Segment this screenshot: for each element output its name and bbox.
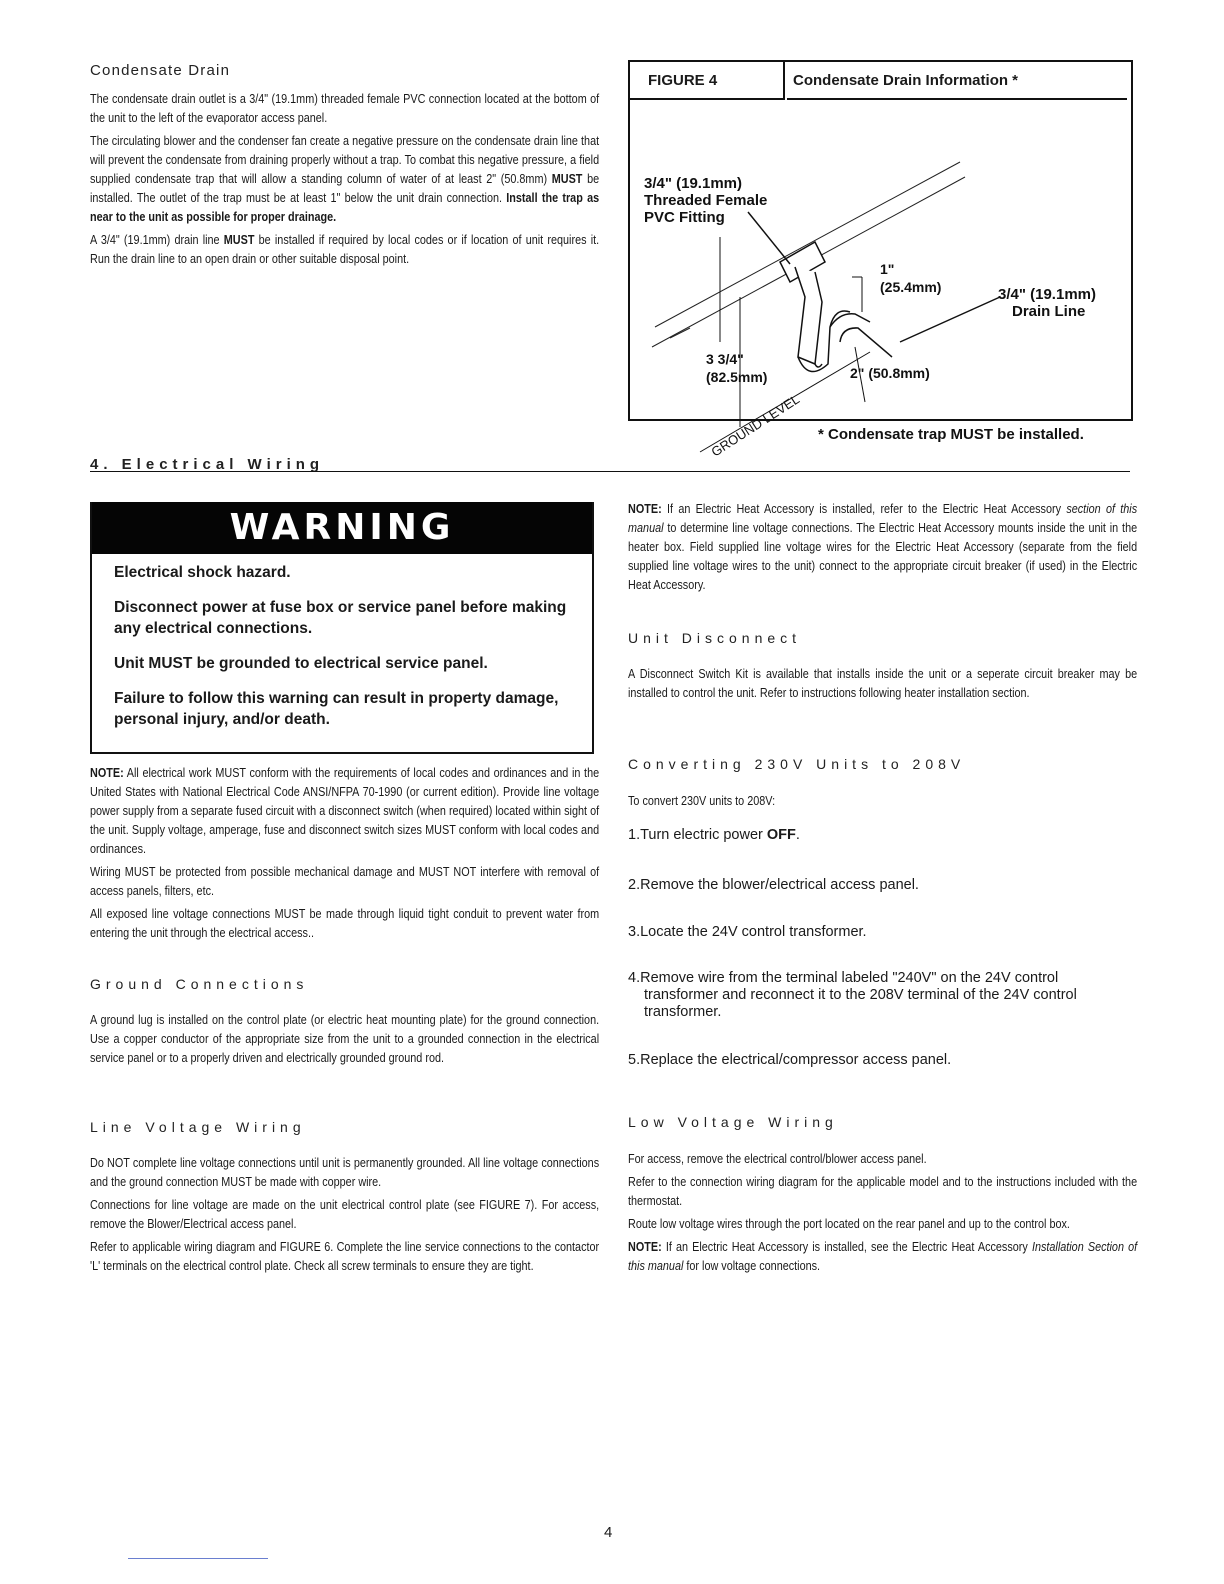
- step-5: 5.Replace the electrical/compressor access panel.: [628, 1052, 952, 1068]
- condensate-p3: [90, 231, 599, 269]
- low-voltage-p4: [628, 1238, 1137, 1276]
- warning-line-2: Disconnect power at fuse box or service panel before making any electrical connections.: [114, 599, 567, 637]
- right-note-label: NOTE:: [628, 502, 662, 516]
- section-rule: [90, 471, 1130, 472]
- condensate-p3-must: MUST: [223, 233, 255, 247]
- trap-note: * Condensate trap MUST be installed.: [818, 426, 1084, 443]
- right-note-text-a: If an Electric Heat Accessory is installed, refer to the Electric Heat Accessory: [667, 502, 1062, 516]
- condensate-p2: [90, 132, 599, 227]
- ground-connections-heading: Ground Connections: [90, 976, 309, 992]
- step-4: 4.Remove wire from the terminal labeled "240V" on the 24V control transformer and reconnect it to the 208V terminal of the 24V control transformer.: [628, 970, 1077, 1020]
- low-voltage-p3: Route low voltage wires through the port located on the rear panel and up to the control box.: [628, 1217, 1070, 1231]
- condensate-p2-text2: be installed. The outlet of the trap must be at least 1" below the unit drain connection.: [90, 172, 600, 205]
- ground-level-label: GROUND LEVEL: [708, 391, 803, 460]
- drain-line-label: Drain Line: [1012, 303, 1086, 320]
- condensate-drain-heading: Condensate Drain: [90, 62, 231, 79]
- low-voltage-p2: Refer to the connection wiring diagram for the applicable model and to the instructions included with the thermostat.: [628, 1175, 1138, 1208]
- low-voltage-heading: Low Voltage Wiring: [628, 1114, 838, 1130]
- warning-line-3: Unit MUST be grounded to electrical service panel.: [114, 655, 488, 672]
- converting-heading: Converting 230V Units to 208V: [628, 756, 966, 772]
- line-voltage-heading: Line Voltage Wiring: [90, 1119, 306, 1135]
- figure-4: [628, 60, 1133, 460]
- line-voltage-p3: Refer to applicable wiring diagram and FIGURE 6. Complete the line service connections to the contactor 'L' terminals on the electrical control plate. Check all screw terminals to ensure they are tight.: [90, 1240, 600, 1273]
- line-voltage-p1: Do NOT complete line voltage connections until unit is permanently grounded. All line voltage connections and the ground connection MUST be made with copper wire.: [90, 1156, 600, 1189]
- footer-rule: [128, 1558, 268, 1559]
- condensate-p3-text: A 3/4" (19.1mm) drain line: [90, 233, 220, 247]
- step-1-off: OFF: [766, 827, 796, 843]
- condensate-p2-must: MUST: [551, 172, 583, 186]
- condensate-p1: The condensate drain outlet is a 3/4" (19.1mm) threaded female PVC connection located at the bottom of the unit to the left of the evaporator access panel.: [90, 92, 600, 125]
- condensate-drain-text: [90, 90, 610, 273]
- note-label: NOTE:: [90, 766, 124, 780]
- ground-p1: A ground lug is installed on the control plate (or electric heat mounting plate) for the ground connection. Use a copper conductor of the appropriate size from the unit to a grounded connection in the electrical service panel or to a properly driven and electrically grounded ground rod.: [90, 1013, 600, 1065]
- low-voltage-p1: For access, remove the electrical control/blower access panel.: [628, 1152, 927, 1166]
- low-voltage-note-a: If an Electric Heat Accessory is installed, see the Electric Heat Accessory: [665, 1240, 1028, 1254]
- condensate-p2-bold: Install the trap as near to the unit as possible for proper drainage.: [90, 191, 600, 224]
- unit-disconnect-p1: A Disconnect Switch Kit is available that installs inside the unit or a seperate circuit breaker may be installed to control the unit. Refer to instructions following heater installation section.: [628, 667, 1138, 700]
- low-voltage-note-italic: Installation Section of this manual: [628, 1240, 1138, 1273]
- electrical-note-2: Wiring MUST be protected from possible mechanical damage and MUST NOT interfere with removal of access panels, filters, etc.: [90, 865, 600, 898]
- warning-box: [90, 502, 594, 754]
- warning-line-4: Failure to follow this warning can result in property damage, personal injury, and/or death.: [114, 690, 559, 728]
- drain-line-size: 3/4" (19.1mm): [998, 286, 1096, 303]
- electrical-notes: [90, 764, 610, 947]
- line-voltage-p2: Connections for line voltage are made on the unit electrical control plate (see FIGURE 7). For access, remove the Blower/Electrical access panel.: [90, 1198, 600, 1231]
- step-1-text: 1.Turn electric power: [628, 827, 763, 843]
- dim-33-label: 3 3/4": [706, 351, 744, 367]
- line-voltage-text: [90, 1154, 610, 1280]
- figure-title: Condensate Drain Information *: [787, 62, 1127, 100]
- dim-33-mm: (82.5mm): [706, 369, 768, 385]
- low-voltage-note-b: for low voltage connections.: [686, 1259, 821, 1273]
- right-note-italic: section of this manual: [628, 502, 1138, 535]
- step-3: 3.Locate the 24V control transformer.: [628, 924, 867, 940]
- condensate-p3-text2: be installed if required by local codes or if location of unit requires it. Run the drain line to an open drain or other suitable disposal point.: [90, 233, 600, 266]
- electric-heat-note: [628, 500, 1138, 599]
- dim-1in-label: 1": [880, 261, 895, 277]
- step-1: [628, 827, 800, 844]
- condensate-trap-diagram: [630, 102, 1127, 460]
- page-number: 4: [604, 1524, 613, 1541]
- dim-2in-label: 2" (50.8mm): [850, 365, 930, 381]
- warning-banner: WARNING: [92, 502, 592, 554]
- dim-1in-mm: (25.4mm): [880, 279, 942, 295]
- step-1-period: .: [795, 827, 800, 843]
- fitting-label-1: 3/4" (19.1mm): [644, 175, 742, 192]
- electrical-wiring-heading: 4. Electrical Wiring: [90, 456, 325, 473]
- unit-disconnect-heading: Unit Disconnect: [628, 630, 802, 646]
- ground-connections-text: [90, 1011, 610, 1072]
- warning-content: [92, 554, 592, 730]
- converting-intro: [628, 792, 1138, 815]
- unit-disconnect-text: [628, 665, 1138, 707]
- right-note-text-b: to determine line voltage connections. The Electric Heat Accessory mounts inside the unit in the heater box. Field supplied line voltage wires for the Electric Heat Accessory (separate from the field supplied line voltage wires to the unit) connect to the appropriate circuit breaker (if used) in the Electric Heat Accessory.: [628, 521, 1138, 592]
- note-1-text: All electrical work MUST conform with the requirements of local codes and ordinances and in the United States with National Electrical Code ANSI/NFPA 70-1990 (or current edition). Provide line voltage power supply from a separate fused circuit with a disconnect switch (when required) located within sight of the unit. Supply voltage, amperage, fuse and disconnect switch sizes MUST conform with local codes and ordinances.: [90, 766, 600, 856]
- electrical-note-3: All exposed line voltage connections MUST be made through liquid tight conduit to prevent water from entering the unit through the electrical access..: [90, 907, 600, 940]
- warning-line-1: Electrical shock hazard.: [114, 564, 291, 581]
- step-2: 2.Remove the blower/electrical access panel.: [628, 877, 919, 893]
- fitting-label-3: PVC Fitting: [644, 209, 725, 226]
- converting-intro-text: To convert 230V units to 208V:: [628, 794, 776, 808]
- fitting-label-2: Threaded Female: [644, 192, 768, 209]
- condensate-p2-text: The circulating blower and the condenser fan create a negative pressure on the condensate drain line that will prevent the condensate from draining properly without a trap. To combat this negative pressure, a field supplied condensate trap that will allow a standing column of water of at least 2" (50.8mm): [90, 134, 600, 186]
- electric-heat-note-text: [628, 500, 1137, 595]
- low-voltage-note-label: NOTE:: [628, 1240, 662, 1254]
- electrical-note-1: [90, 764, 599, 859]
- figure-label: FIGURE 4: [630, 62, 785, 100]
- low-voltage-text: [628, 1150, 1138, 1280]
